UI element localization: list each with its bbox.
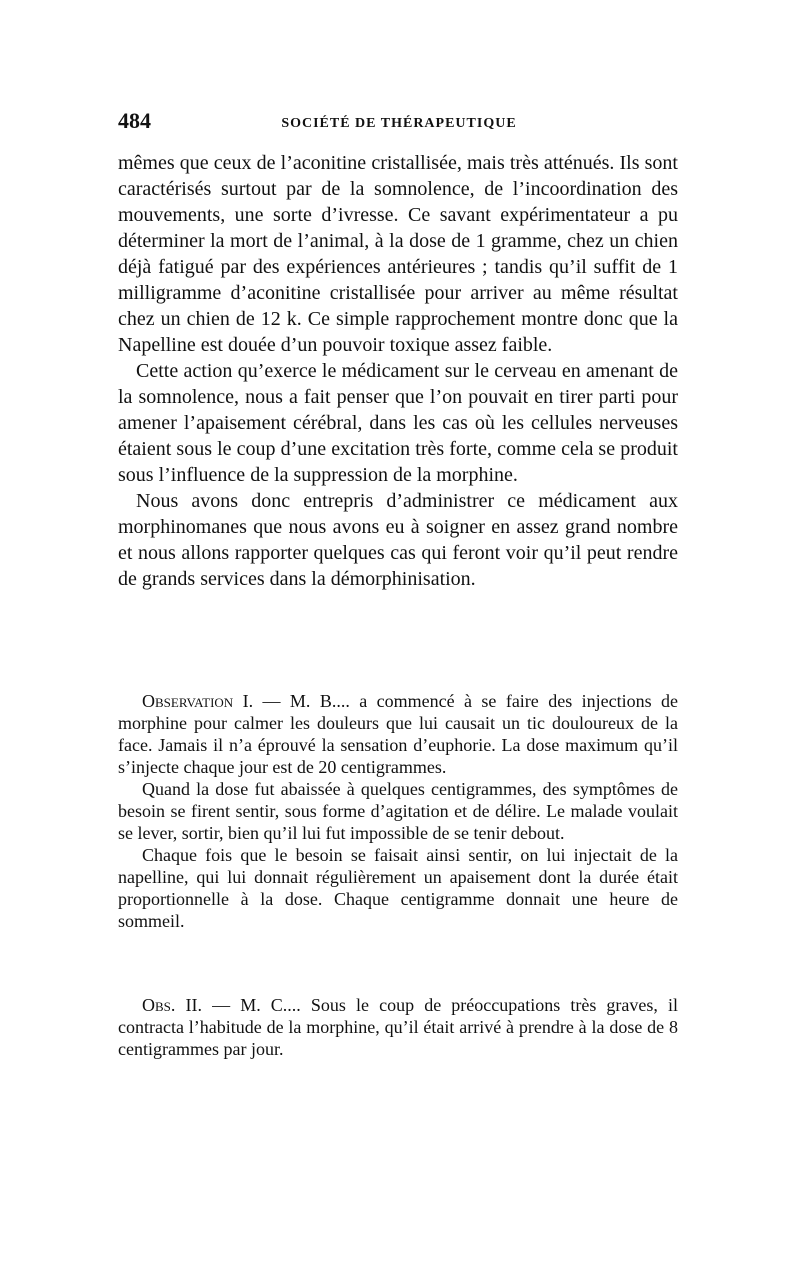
observation-1 bbox=[118, 690, 678, 932]
observation-1-label: Observation I. bbox=[142, 691, 254, 711]
page-number: 484 bbox=[118, 108, 151, 133]
paragraph-2: Cette action qu’exerce le médicament sur le cerveau en amenant de la somnolence, nous a fait penser que l’on pouvait en tirer parti pour amener l’apaisement cérébral, dans les cas où les cellules nerveuses étaient sous le coup d’une excitation très forte, comme cela se produit sous l’influence de la suppression de la morphine. bbox=[118, 360, 678, 486]
paragraph-1: mêmes que ceux de l’aconitine cristallisée, mais très atténués. Ils sont caractérisés surtout par de la somnolence, de l’incoordination des mouvements, une sorte d’ivresse. Ce savant expérimentateur a pu déterminer la mort de l’animal, à la dose de 1 gramme, chez un chien déjà fatigué par des expériences antérieures ; tandis qu’il suffit de 1 milligramme d’aconitine cristallisée pour arriver au même résultat chez un chien de 12 k. Ce simple rapprochement montre donc que la Napelline est douée d’un pouvoir toxique assez faible. bbox=[118, 152, 678, 356]
observation-2-paragraph-1 bbox=[118, 994, 678, 1060]
observation-1-paragraph-1 bbox=[118, 690, 678, 778]
observation-2-label: Obs. II. bbox=[142, 995, 202, 1015]
observation-2-text: — M. C.... Sous le coup de préoccupations très graves, il contracta l’habitude de la morphine, qu’il était arrivé à prendre à la dose de 8 centigrammes par jour. bbox=[118, 995, 679, 1059]
page-header bbox=[118, 108, 680, 142]
observation-1-paragraph-2: Quand la dose fut abaissée à quelques centigrammes, des symptômes de besoin se firent sentir, sous forme d’agitation et de délire. Le malade voulait se lever, sortir, bien qu’il lui fut impossible de se tenir debout. bbox=[118, 779, 678, 843]
observation-2 bbox=[118, 994, 678, 1060]
observation-1-paragraph-3: Chaque fois que le besoin se faisait ainsi sentir, on lui injectait de la napelline, qui lui donnait régulièrement un apaisement dont la durée était proportionnelle à la dose. Chaque centigramme donnait une heure de sommeil. bbox=[118, 845, 678, 931]
observation-1-text: — M. B.... a commencé à se faire des injections de morphine pour calmer les douleurs que lui causait un tic douloureux de la face. Jamais il n’a éprouvé la sensation d’euphorie. La dose maximum qu’il s’injecte chaque jour est de 20 centigrammes. bbox=[118, 691, 679, 777]
main-text bbox=[118, 150, 678, 592]
running-title: SOCIÉTÉ DE THÉRAPEUTIQUE bbox=[281, 116, 517, 131]
paragraph-3: Nous avons donc entrepris d’administrer ce médicament aux morphinomanes que nous avons eu à soigner en assez grand nombre et nous allons rapporter quelques cas qui feront voir qu’il peut rendre de grands services dans la démorphinisation. bbox=[118, 490, 678, 590]
